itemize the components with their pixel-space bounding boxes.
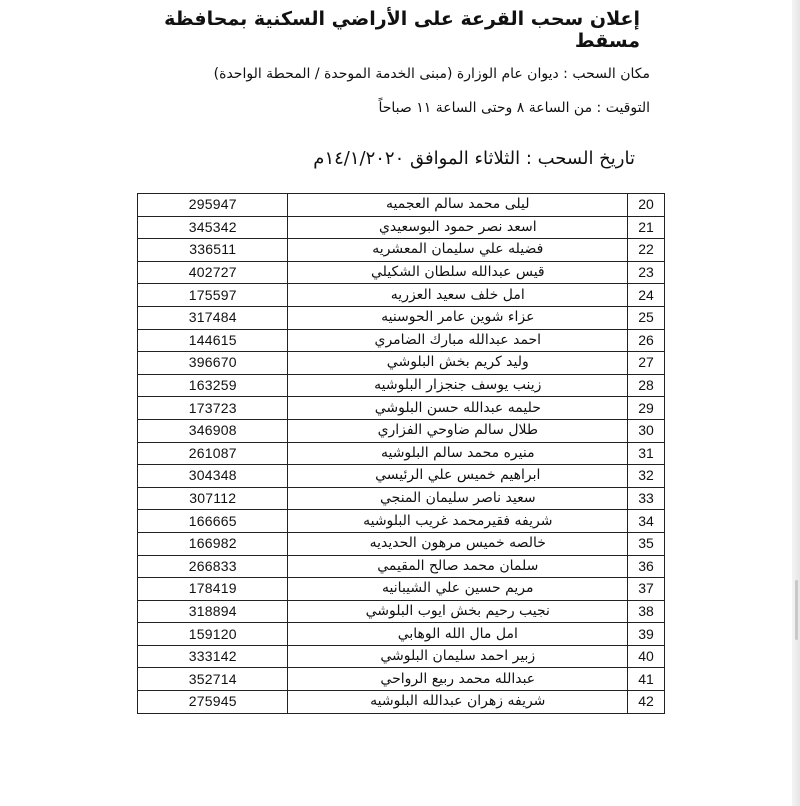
table-row (138, 487, 665, 510)
civil-number: 144615 (138, 329, 288, 352)
applicant-name: زينب يوسف جنجزار البلوشيه (288, 374, 628, 397)
civil-number: 304348 (138, 465, 288, 488)
civil-number: 346908 (138, 419, 288, 442)
applicant-name: وليد كريم بخش البلوشي (288, 352, 628, 375)
applicant-name: فضيله علي سليمان المعشريه (288, 239, 628, 262)
row-number: 36 (628, 555, 665, 578)
table-row (138, 194, 665, 217)
row-number: 32 (628, 465, 665, 488)
civil-number: 159120 (138, 623, 288, 646)
table-row (138, 374, 665, 397)
row-number: 35 (628, 532, 665, 555)
applicant-name: حليمه عبدالله حسن البلوشي (288, 397, 628, 420)
table-row (138, 419, 665, 442)
row-number: 39 (628, 623, 665, 646)
row-number: 42 (628, 691, 665, 714)
applicant-name: اسعد نصر حمود البوسعيدي (288, 216, 628, 239)
table-row (138, 306, 665, 329)
row-number: 21 (628, 216, 665, 239)
civil-number: 163259 (138, 374, 288, 397)
row-number: 31 (628, 442, 665, 465)
table-row (138, 284, 665, 307)
civil-number: 266833 (138, 555, 288, 578)
civil-number: 173723 (138, 397, 288, 420)
table-row (138, 261, 665, 284)
applicant-name: عبدالله محمد ربيع الرواحي (288, 668, 628, 691)
civil-number: 345342 (138, 216, 288, 239)
row-number: 30 (628, 419, 665, 442)
row-number: 34 (628, 510, 665, 533)
civil-number: 318894 (138, 600, 288, 623)
row-number: 22 (628, 239, 665, 262)
civil-number: 402727 (138, 261, 288, 284)
applicant-name: شريفه زهران عبدالله البلوشيه (288, 691, 628, 714)
winners-table (137, 193, 665, 714)
applicant-name: مريم حسين علي الشيبانيه (288, 578, 628, 601)
applicant-name: احمد عبدالله مبارك الضامري (288, 329, 628, 352)
applicant-name: منيره محمد سالم البلوشيه (288, 442, 628, 465)
table-row (138, 532, 665, 555)
row-number: 38 (628, 600, 665, 623)
civil-number: 333142 (138, 645, 288, 668)
civil-number: 396670 (138, 352, 288, 375)
applicant-name: زبير احمد سليمان البلوشي (288, 645, 628, 668)
table-row (138, 510, 665, 533)
table-row (138, 329, 665, 352)
applicant-name: ابراهيم خميس علي الرئيسي (288, 465, 628, 488)
row-number: 20 (628, 194, 665, 217)
civil-number: 336511 (138, 239, 288, 262)
civil-number: 352714 (138, 668, 288, 691)
civil-number: 261087 (138, 442, 288, 465)
civil-number: 178419 (138, 578, 288, 601)
table-row (138, 352, 665, 375)
row-number: 24 (628, 284, 665, 307)
table-row (138, 397, 665, 420)
row-number: 27 (628, 352, 665, 375)
applicant-name: خالصه خميس مرهون الحديديه (288, 532, 628, 555)
table-row (138, 442, 665, 465)
row-number: 23 (628, 261, 665, 284)
row-number: 26 (628, 329, 665, 352)
row-number: 37 (628, 578, 665, 601)
applicant-name: نجيب رحيم بخش ايوب البلوشي (288, 600, 628, 623)
table-row (138, 600, 665, 623)
applicant-name: امل مال الله الوهابي (288, 623, 628, 646)
table-row (138, 645, 665, 668)
draw-location: مكان السحب : ديوان عام الوزارة (مبنى الخدمة الموحدة / المحطة الواحدة) (213, 66, 650, 82)
applicant-name: سلمان محمد صالح المقيمي (288, 555, 628, 578)
civil-number: 275945 (138, 691, 288, 714)
table-row (138, 239, 665, 262)
row-number: 29 (628, 397, 665, 420)
table-row (138, 691, 665, 714)
draw-timing: التوقيت : من الساعة ٨ وحتى الساعة ١١ صباحاً (378, 100, 650, 116)
row-number: 28 (628, 374, 665, 397)
applicant-name: قيس عبدالله سلطان الشكيلي (288, 261, 628, 284)
table-row (138, 578, 665, 601)
civil-number: 307112 (138, 487, 288, 510)
row-number: 40 (628, 645, 665, 668)
announcement-title: إعلان سحب القرعة على الأراضي السكنية بمحافظة مسقط (164, 8, 640, 52)
civil-number: 317484 (138, 306, 288, 329)
page-edge (792, 0, 800, 806)
table-row (138, 216, 665, 239)
row-number: 25 (628, 306, 665, 329)
applicant-name: امل خلف سعيد العزريه (288, 284, 628, 307)
row-number: 41 (628, 668, 665, 691)
applicant-name: طلال سالم ضاوحي الفزاري (288, 419, 628, 442)
row-number: 33 (628, 487, 665, 510)
applicant-name: ليلى محمد سالم العجميه (288, 194, 628, 217)
civil-number: 295947 (138, 194, 288, 217)
civil-number: 166982 (138, 532, 288, 555)
table-row (138, 555, 665, 578)
applicant-name: سعيد ناصر سليمان المنجي (288, 487, 628, 510)
applicant-name: عزاء شوين عامر الحوسنيه (288, 306, 628, 329)
table-row (138, 623, 665, 646)
draw-date: تاريخ السحب : الثلاثاء الموافق ١٤/١/٢٠٢٠م (313, 148, 635, 169)
civil-number: 166665 (138, 510, 288, 533)
table-row (138, 668, 665, 691)
civil-number: 175597 (138, 284, 288, 307)
applicant-name: شريفه فقيرمحمد غريب البلوشيه (288, 510, 628, 533)
table-row (138, 465, 665, 488)
scroll-indicator[interactable] (795, 580, 798, 640)
